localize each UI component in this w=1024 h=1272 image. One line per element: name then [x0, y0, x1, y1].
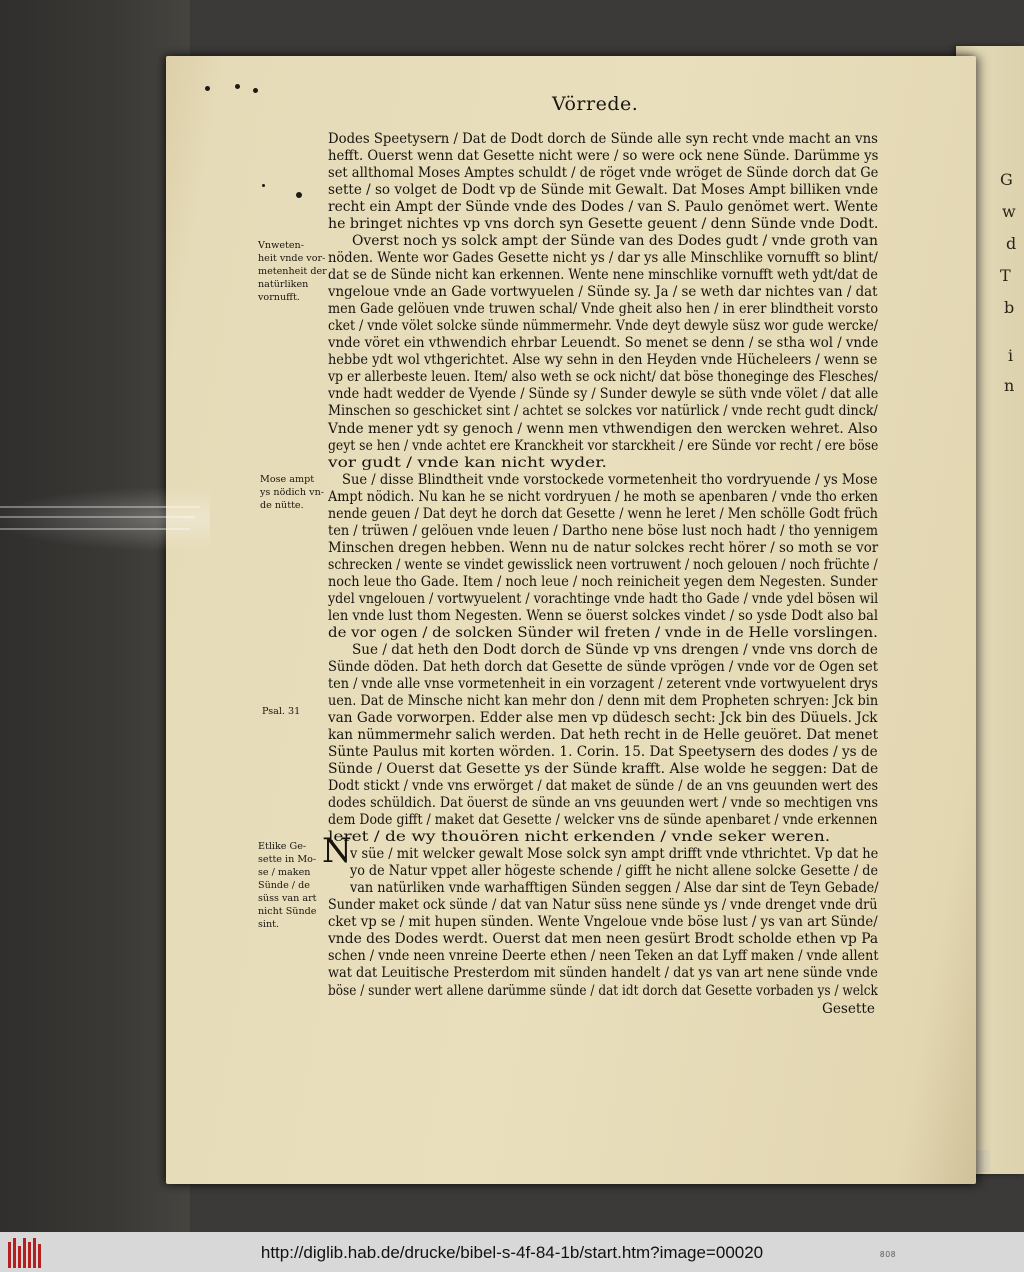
text-line: Ampt nödich. Nu kan he se nicht vordryuen / he moth se apenbaren / vnde tho erken — [328, 488, 879, 505]
margin-note: de nütte. — [260, 500, 304, 511]
text-line: schen / vnde neen vnreine Deerte ethen / neen Teken an dat Lyff maken / vnde allent — [328, 948, 879, 965]
text-line: Dodt stickt / vnde vns erwörget / dat maket de sünde / de an vns geuunden wert des — [328, 778, 879, 795]
text-line: vnde des Dodes werdt. Ouerst dat men neen gesürt Brodt scholde ethen vp Pa — [328, 931, 879, 948]
text-line: Sünde döden. Dat heth dorch dat Gesette de sünde vprögen / vnde vor de Ogen set — [328, 658, 878, 675]
text-line: noch leue tho Gade. Item / noch leue / noch reinicheit yegen dem Negesten. Sunder — [328, 573, 878, 590]
text-line: Sunder maket ock sünde / dat van Natur süss nene sünde ys / vnde drenget vnde drü — [328, 897, 878, 914]
margin-note: Mose ampt — [260, 474, 315, 485]
initial-letter: N — [322, 831, 352, 871]
ink-speck — [205, 86, 210, 91]
light-glare-line — [0, 516, 195, 518]
margin-note: nicht Sünde — [258, 906, 317, 917]
light-glare-line — [0, 506, 200, 508]
ink-speck — [296, 192, 302, 198]
text-line: dodes schüldich. Dat öuerst de sünde an vns geuunden wert / vnde so mechtigen vns — [328, 795, 879, 812]
text-line: van natürliken vnde warhafftigen Sünden seggen / Alse dar sint de Teyn Gebade/ — [350, 880, 879, 897]
text-line: uen. Dat de Minsche nicht kan mehr don / denn mit dem Propheten schryen: Jck bin — [328, 692, 879, 709]
margin-note: heit vnde vor- — [258, 253, 326, 264]
margin-note: Sünde / de — [258, 880, 310, 891]
next-page-fragment: b — [1004, 298, 1015, 317]
text-line: nende geuen / Dat deyt he dorch dat Gesette / wenn he leret / Men schölle Godt früch — [328, 505, 878, 522]
text-line: leret / de wy thouören nicht erkenden / vnde seker weren. — [328, 829, 831, 846]
text-line: cket vp se / mit hupen sünden. Wente Vngeloue vnde böse lust / ys van art Sünde/ — [328, 914, 878, 931]
next-page-fragment: n — [1004, 376, 1015, 395]
text-line: schrecken / wente se vindet gewisslick neen vortruwent / noch gelouen / noch früchte / — [328, 556, 878, 573]
margin-note: Vnweten- — [258, 240, 304, 251]
text-line: len vnde lust thom Negesten. Wenn se öuerst solckes vindet / so ysde Dodt also bal — [328, 607, 879, 624]
margin-note: metenheit der — [258, 266, 327, 277]
margin-note: sette in Mo- — [258, 854, 317, 865]
text-line: vp er allerbeste leuen. Item/ also weth se ock nicht/ dat böse thoneginge des Flesches/ — [328, 369, 878, 386]
text-line: Sue / dat heth den Dodt dorch de Sünde vp vns drengen / vnde vns dorch de — [352, 641, 878, 658]
next-page-fragment: G — [1000, 170, 1013, 189]
text-line: vngeloue vnde an Gade vortwyuelen / Sünde sy. Ja / se weth dar nichtes van / dat — [328, 284, 878, 301]
page-header: Vörrede. — [552, 93, 639, 115]
text-line: hebbe ydt wol vthgerichtet. Alse wy sehn in den Heyden vnde Hücheleers / wenn se — [328, 352, 878, 369]
text-line: hefft. Ouerst wenn dat Gesette nicht were / so were ock nene Sünde. Darümme ys — [328, 148, 879, 165]
text-line: ten / vnde alle vnse vormetenheit in ein vorzagent / zeterent vnde vortwyuelent drys — [328, 675, 878, 692]
text-line: Minschen so geschicket sint / achtet se solckes vor natürlick / vnde recht gudt dinck/ — [328, 403, 878, 420]
catchword: Gesette — [822, 1001, 875, 1017]
margin-note: sint. — [258, 919, 280, 930]
margin-note: natürliken — [258, 279, 309, 290]
text-line: böse / sunder wert allene darümme sünde / dat idt dorch dat Gesette vorbaden ys / welck — [328, 982, 878, 999]
text-line: van Gade vorworpen. Edder alse men vp düdesch secht: Jck bin des Düuels. Jck — [328, 710, 878, 727]
text-line: men Gade gelöuen vnde truwen schal/ Vnde gheit also hen / in erer blindtheit vorsto — [328, 301, 879, 318]
text-line: Dodes Speetysern / Dat de Dodt dorch de Sünde alle syn recht vnde macht an vns — [328, 131, 878, 147]
text-line: set allthomal Moses Amptes schuldt / de röget vnde wröget de Sünde dorch dat Ge — [328, 165, 879, 182]
next-page-fragment: d — [1006, 234, 1017, 253]
text-line: cket / vnde völet solcke sünde nümmermehr. Vnde deyt dewyle süsz wor gude wercke/ — [328, 318, 879, 335]
light-glare-line — [0, 528, 190, 530]
text-line: vnde vöret ein vthwendich ehrbar Leuendt. So menet se denn / se stha wol / vnde — [328, 335, 879, 352]
next-page-fragment: w — [1002, 202, 1016, 221]
text-line: dat se de Sünde nicht kan erkennen. Wente nene minschlike vornufft weth ydt/dat de — [328, 267, 878, 284]
text-line: de vor ogen / de solcken Sünder wil freten / vnde in de Helle vorslingen. — [328, 624, 878, 641]
footer-mark: 808 — [880, 1250, 897, 1259]
text-line: Vnde mener ydt sy genoch / wenn men vthwendigen den wercken wehret. Also — [328, 420, 878, 437]
text-line: Sue / disse Blindtheit vnde vorstockede vormetenheit tho vordryuende / ys Mose — [342, 471, 878, 488]
ink-speck — [235, 84, 240, 89]
margin-note: vornufft. — [258, 292, 300, 303]
text-line: ydel vngelouen / vortwyuelent / vorachtinge vnde hadt tho Gade / vnde ydel bösen wil — [328, 590, 879, 607]
next-page-fragment: T — [1000, 266, 1011, 285]
text-line: vor gudt / vnde kan nicht wyder. — [328, 454, 607, 471]
text-line: nöden. Wente wor Gades Gesette nicht ys / dar ys alle Minschlike vornufft so blint/ — [328, 250, 878, 267]
text-line: geyt se hen / vnde achtet ere Kranckheit vor starckheit / ere Sünde vor recht / ere böse — [328, 437, 879, 454]
text-line: ten / trüwen / gelöuen vnde leuen / Dartho nene böse lust noch hadt / tho yennigem — [328, 522, 879, 539]
text-line: Sünte Paulus mit korten wörden. 1. Corin. 15. Dat Speetysern des dodes / ys de — [328, 744, 878, 761]
ink-speck — [262, 184, 265, 187]
light-glare — [0, 488, 210, 550]
background-left — [0, 0, 190, 1232]
margin-note: se / maken — [258, 867, 311, 878]
text-line: vnde hadt wedder de Vyende / Sünde sy / Sunder dewyle se süth vnde völet / dat alle — [328, 386, 879, 403]
text-line: wat dat Leuitische Presterdom mit sünden handelt / dat ys van art nene sünde vnde — [328, 965, 878, 982]
text-line: he bringet nichtes vp vns dorch syn Gesette geuent / denn Sünde vnde Dodt. — [328, 216, 879, 233]
margin-note: süss van art — [258, 893, 317, 904]
margin-note: ys nödich vn- — [260, 487, 324, 498]
page-url[interactable]: http://diglib.hab.de/drucke/bibel-s-4f-84-1b/start.htm?image=00020 — [260, 1243, 764, 1262]
text-line: Minschen dregen hebben. Wenn nu de natur solckes recht hörer / so moth se vor — [328, 539, 879, 556]
margin-note: Psal. 31 — [262, 706, 301, 717]
text-line: dem Dode gifft / maket dat Gesette / welcker vns de sünde apenbaret / vnde erkennen — [328, 812, 878, 829]
text-line: yo de Natur vppet aller högeste schende / gifft he nicht allene solcke Gesette / de — [350, 863, 878, 880]
text-line: recht ein Ampt der Sünde vnde des Dodes / van S. Paulo genömet wert. Wente — [328, 199, 879, 216]
text-line: Overst noch ys solck ampt der Sünde van des Dodes gudt / vnde groth van — [352, 233, 879, 250]
text-line: sette / so volget de Dodt vp de Sünde mit Gewalt. Dat Moses Ampt billiken vnde — [328, 182, 879, 199]
margin-note: Etlike Ge- — [258, 841, 307, 852]
text-line: kan nümmermehr salich werden. Dat heth recht in de Helle geuöret. Dat menet — [328, 727, 879, 744]
ink-speck — [253, 88, 258, 93]
next-page-fragment: i — [1008, 346, 1014, 365]
text-line: v süe / mit welcker gewalt Mose solck syn ampt drifft vnde vthrichtet. Vp dat he — [350, 846, 879, 863]
text-line: Sünde / Ouerst dat Gesette ys der Sünde krafft. Alse wolde he seggen: Dat de — [328, 761, 879, 778]
